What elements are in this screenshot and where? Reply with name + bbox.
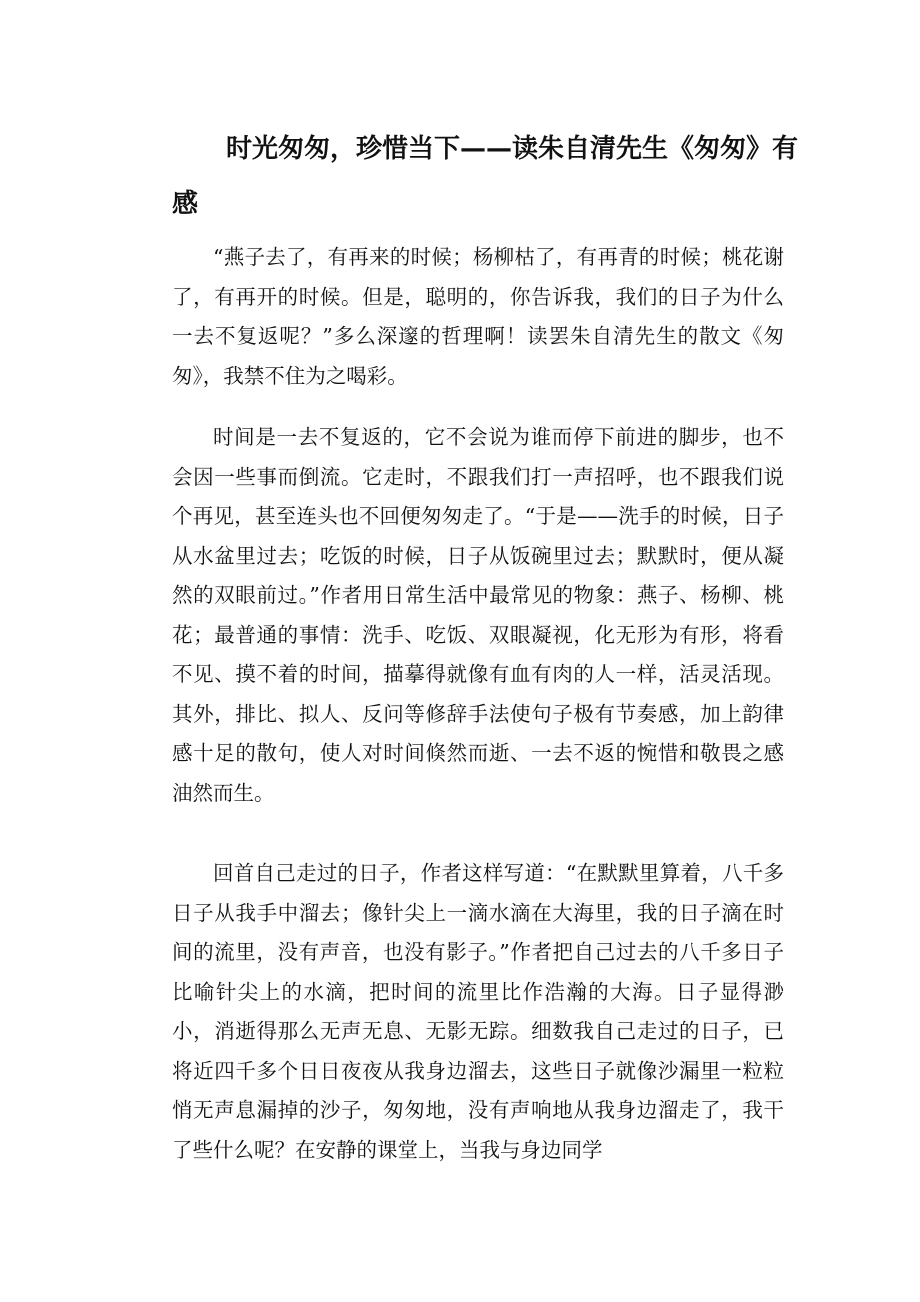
paragraph-1: “燕子去了，有再来的时候；杨柳枯了，有再青的时候；桃花谢了，有再开的时候。但是，聪明的，你告诉我，我们的日子为什么一去不复返呢？”多么深邃的哲理啊！读罢朱自清先生的散文《匆匆》，我禁不住为之喝彩。 — [172, 245, 784, 388]
paragraph-3: 回首自己走过的日子，作者这样写道：“在默默里算着，八千多日子从我手中溜去；像针尖上一滴水滴在大海里，我的日子滴在时间的流里，没有声音，也没有影子。”作者把自己过去的八千多日子比喻针尖上的水滴，把时间的流里比作浩瀚的大海。日子显得渺小，消逝得那么无声无息、无影无踪。细数我自己走过的日子，已将近四千多个日日夜夜从我身边溜去，这些日子就像沙漏里一粒粒悄无声息漏掉的沙子，匆匆地，没有声响地从我身边溜走了，我干了些什么呢？在安静的课堂上，当我与身边同学 — [172, 861, 784, 1162]
paragraph-2: 时间是一去不复返的，它不会说为谁而停下前进的脚步，也不会因一些事而倒流。它走时，不跟我们打一声招呼，也不跟我们说个再见，甚至连头也不回便匆匆走了。“于是——洗手的时候，日子从水盆里过去；吃饭的时候，日子从饭碗里过去；默默时，便从凝然的双眼前过。”作者用日常生活中最常见的物象：燕子、杨柳、桃花；最普通的事情：洗手、吃饭、双眼凝视，化无形为有形，将看不见、摸不着的时间，描摹得就像有血有肉的人一样，活灵活现。其外，排比、拟人、反问等修辞手法使句子极有节奏感，加上韵律感十足的散句，使人对时间倏然而逝、一去不返的惋惜和敬畏之感油然而生。 — [172, 425, 784, 805]
document-title: 时光匆匆，珍惜当下——读朱自清先生《匆匆》有感 — [172, 134, 799, 219]
